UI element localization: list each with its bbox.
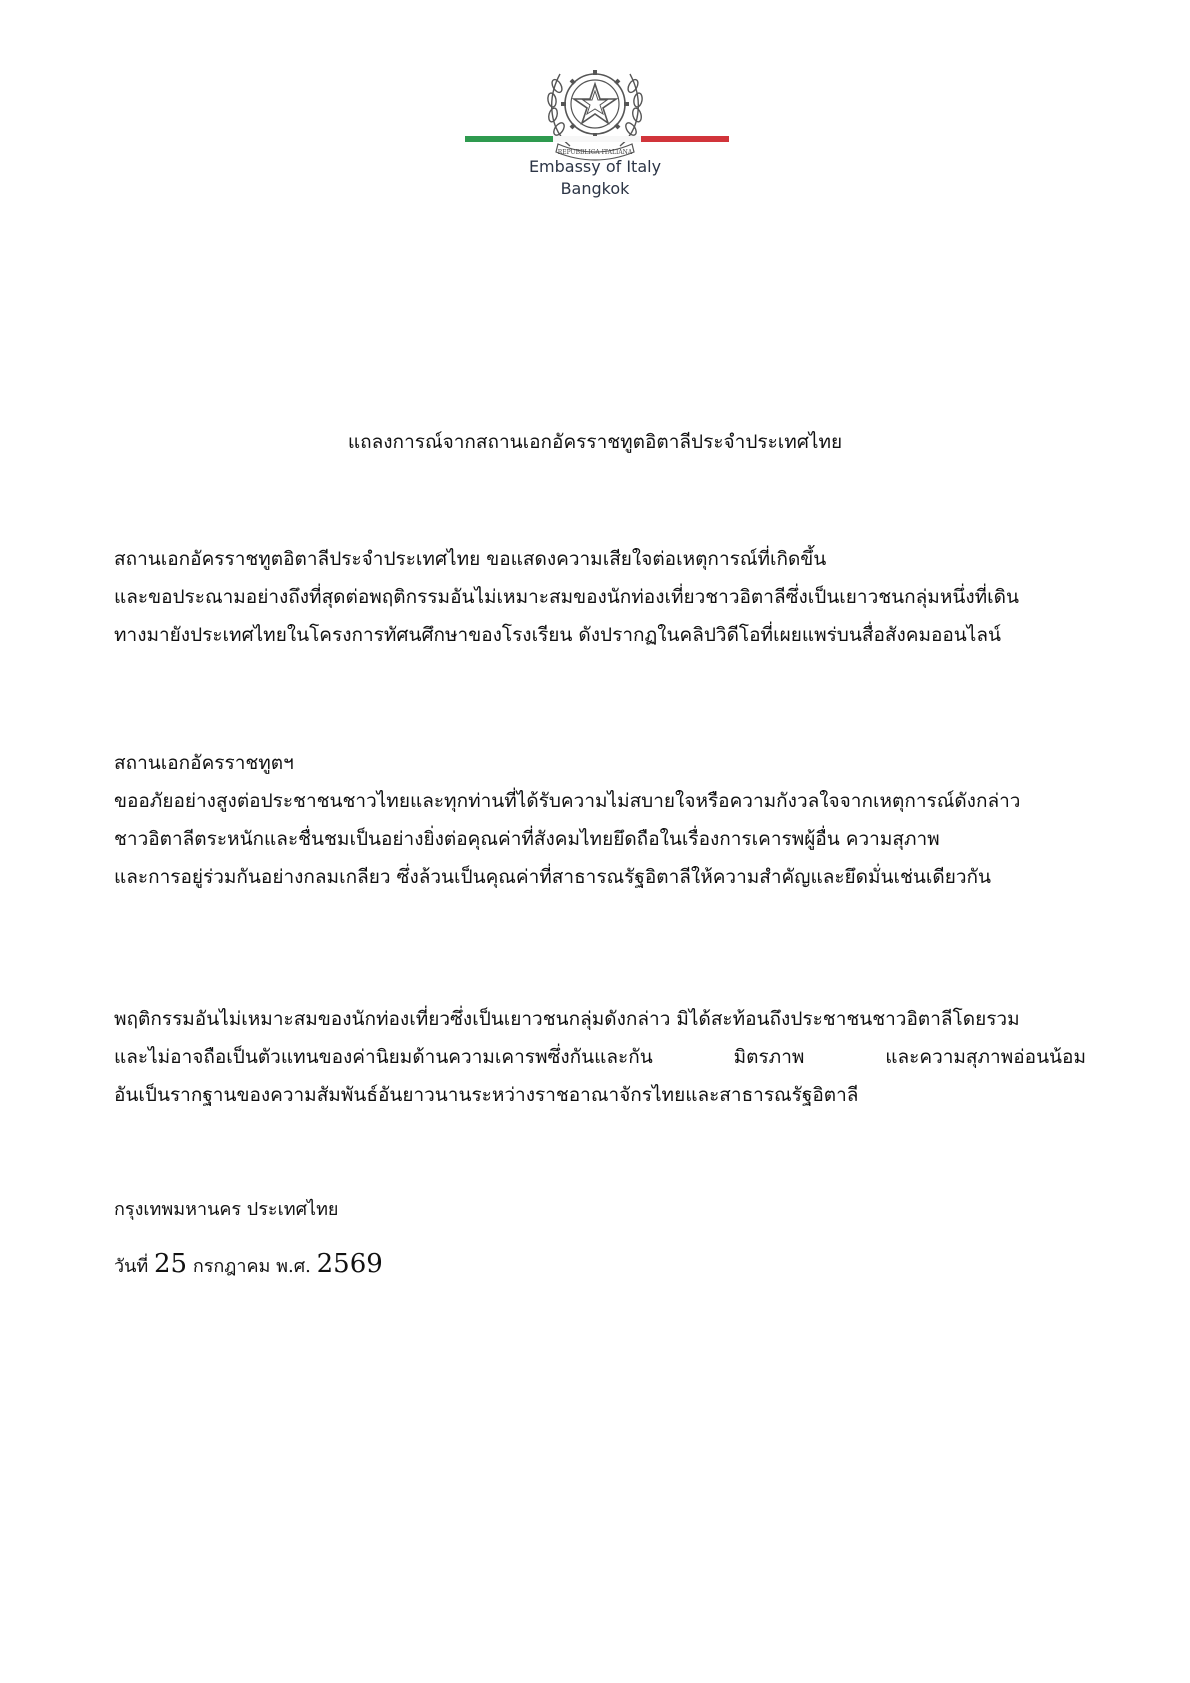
letterhead: [0, 48, 1190, 164]
paragraph-line: และขอประณามอย่างถึงที่สุดต่อพฤติกรรมอันไม่เหมาะสมของนักท่องเที่ยวชาวอิตาลีซึ่งเป็นเยาวชนกลุ่มหนึ่งที่เดิน: [114, 586, 1019, 608]
svg-text:REPUBBLICA ITALIANA: REPUBBLICA ITALIANA: [557, 149, 633, 156]
date-line: [114, 1246, 383, 1285]
date-prefix: วันที่: [114, 1256, 149, 1277]
date-month: กรกฎาคม พ.ศ.: [192, 1256, 311, 1277]
italian-republic-emblem: [540, 48, 650, 164]
place-line: กรุงเทพมหานคร ประเทศไทย: [114, 1199, 339, 1220]
paragraph-line-justified: [114, 1038, 1086, 1076]
paragraph-line: ขออภัยอย่างสูงต่อประชาชนชาวไทยและทุกท่านที่ได้รับความไม่สบายใจหรือความกังวลใจจากเหตุการณ์ดังกล่าว: [114, 790, 1021, 812]
paragraph-line: อันเป็นรากฐานของความสัมพันธ์อันยาวนานระหว่างราชอาณาจักรไทยและสาธารณรัฐอิตาลี: [114, 1084, 859, 1106]
flag-white-stripe: [553, 136, 641, 142]
paragraph-line: ทางมายังประเทศไทยในโครงการทัศนศึกษาของโรงเรียน ดังปรากฏในคลิปวิดีโอที่เผยแพร่บนสื่อสังคมออนไลน์: [114, 624, 1001, 646]
paragraph-3: [114, 1000, 1086, 1114]
flag-green-stripe: [465, 136, 553, 142]
paragraph-line: สถานเอกอัครราชทูตฯ: [114, 752, 294, 774]
line-segment: มิตรภาพ: [733, 1046, 805, 1068]
date-year: 2569: [316, 1249, 383, 1279]
line-segment: และความสุภาพอ่อนน้อม: [885, 1046, 1086, 1068]
flag-red-stripe: [641, 136, 729, 142]
paragraph-line: สถานเอกอัครราชทูตอิตาลีประจำประเทศไทย ขอแสดงความเสียใจต่อเหตุการณ์ที่เกิดขึ้น: [114, 548, 827, 570]
paragraph-line: พฤติกรรมอันไม่เหมาะสมของนักท่องเที่ยวซึ่งเป็นเยาวชนกลุ่มดังกล่าว มิได้สะท้อนถึงประชาชนชาวอิตาลีโดยรวม: [114, 1008, 1020, 1030]
italian-flag-bar: [465, 136, 729, 142]
line-segment: และไม่อาจถือเป็นตัวแทนของค่านิยมด้านความเคารพซึ่งกันและกัน: [114, 1046, 653, 1068]
paragraph-line: ชาวอิตาลีตระหนักและชื่นชมเป็นอย่างยิ่งต่อคุณค่าที่สังคมไทยยึดถือในเรื่องการเคารพผู้อื่น ความสุภาพ: [114, 828, 940, 850]
org-line-2: Bangkok: [560, 179, 630, 198]
organization-name: [0, 156, 1190, 200]
paragraph-1: [114, 540, 1086, 654]
paragraph-2: [114, 744, 1086, 896]
org-line-1: Embassy of Italy: [528, 157, 662, 176]
date-day: 25: [154, 1249, 188, 1279]
paragraph-line: และการอยู่ร่วมกันอย่างกลมเกลียว ซึ่งล้วนเป็นคุณค่าที่สาธารณรัฐอิตาลีให้ความสำคัญและยึดมั่นเช่นเดียวกัน: [114, 866, 992, 888]
document-title: แถลงการณ์จากสถานเอกอัครราชทูตอิตาลีประจำประเทศไทย: [347, 431, 843, 453]
